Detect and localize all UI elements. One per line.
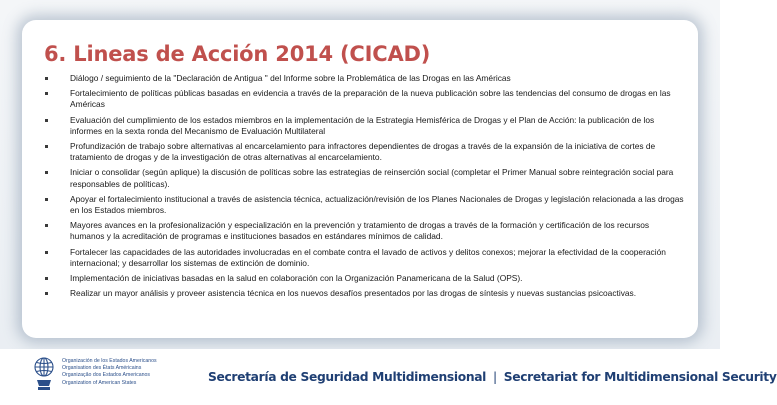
- secretariat-name-es: Secretaría de Seguridad Multidimensional: [208, 370, 487, 384]
- square-bullet-icon: [45, 145, 48, 148]
- bullet-text: Apoyar el fortalecimiento institucional a través de asistencia técnica, actualización/revisión de los Planes Nacionales de Drogas y legislación relacionada a las drogas en los Estados miembros.: [70, 193, 684, 216]
- square-bullet-icon: [45, 277, 48, 280]
- bullet-item: [44, 88, 684, 110]
- org-name-en: Organization of American States: [62, 379, 137, 386]
- bullet-text: Mayores avances en la profesionalización y especialización en la prevención y tratamiento de drogas a través de la formación y certificación de los recursos humanos y la acreditación de programas e instituciones basados en estándares mínimos de calidad.: [70, 220, 650, 242]
- bullet-item: [44, 115, 684, 137]
- oas-globe-emblem-icon: [32, 355, 56, 393]
- square-bullet-icon: [45, 198, 48, 201]
- bullet-item: [44, 220, 684, 242]
- bullet-text: Realizar un mayor análisis y proveer asistencia técnica en los nuevos desafíos presentados por las drogas de síntesis y nuevas sustancias psicoactivas.: [70, 288, 637, 299]
- bullet-item: [44, 194, 684, 216]
- bullet-item: [44, 247, 684, 269]
- org-name-fr: Organisation des États Américains: [62, 365, 142, 372]
- bullet-text: Profundización de trabajo sobre alternativas al encarcelamiento para infractores dependientes de drogas a través de la expansión de la iniciativa de cortes de tratamiento de drogas y de la investigación de otras alternativas al encarcelamiento.: [70, 141, 656, 163]
- bullet-text: Diálogo / seguimiento de la "Declaración de Antigua " del Informe sobre la Problemática de las Drogas en las Américas: [70, 73, 511, 83]
- organization-names: [62, 358, 202, 387]
- square-bullet-icon: [45, 77, 48, 80]
- bullet-text: Fortalecer las capacidades de las autoridades involucradas en el combate contra el lavado de activos y delitos conexos; mejorar la efectividad de la cooperación internacional; y desarrollar los sistemas de extinción de dominio.: [70, 246, 666, 268]
- separator: |: [492, 370, 497, 384]
- org-name-pt: Organização dos Estados Americanos: [62, 372, 150, 379]
- secretariat-banner: [208, 370, 777, 384]
- secretariat-name-en: Secretariat for Multidimensional Security: [503, 370, 777, 384]
- square-bullet-icon: [45, 224, 48, 227]
- square-bullet-icon: [45, 119, 48, 122]
- bullet-item: [44, 73, 684, 84]
- bullet-item: [44, 167, 684, 189]
- bullet-text: Iniciar o consolidar (según aplique) la discusión de políticas sobre las estrategias de reinserción social (completar el Primer Manual sobre reintegración social para responsables de políticas).: [70, 167, 674, 189]
- bullet-list: [44, 73, 684, 303]
- bullet-text: Implementación de iniciativas basadas en la salud en colaboración con la Organización Panamericana de la Salud (OPS).: [70, 273, 523, 284]
- bullet-item: [44, 288, 684, 299]
- slide-title: 6. Lineas de Acción 2014 (CICAD): [44, 42, 431, 66]
- square-bullet-icon: [45, 251, 48, 254]
- square-bullet-icon: [45, 292, 48, 295]
- org-name-es: Organización de los Estados Americanos: [62, 358, 157, 364]
- bullet-text: Evaluación del cumplimiento de los estados miembros en la implementación de la Estrategia Hemisférica de Drogas y el Plan de Acción: la publicación de los informes en la sexta ronda del Mecanismo de Evaluación Multilateral: [70, 114, 655, 136]
- bullet-text: Fortalecimiento de políticas públicas basadas en evidencia a través de la preparación de la nueva publicación sobre las tendencias del consumo de drogas en las Américas: [70, 88, 671, 110]
- square-bullet-icon: [45, 171, 48, 174]
- square-bullet-icon: [45, 92, 48, 95]
- bullet-item: [44, 273, 684, 284]
- bullet-item: [44, 141, 684, 163]
